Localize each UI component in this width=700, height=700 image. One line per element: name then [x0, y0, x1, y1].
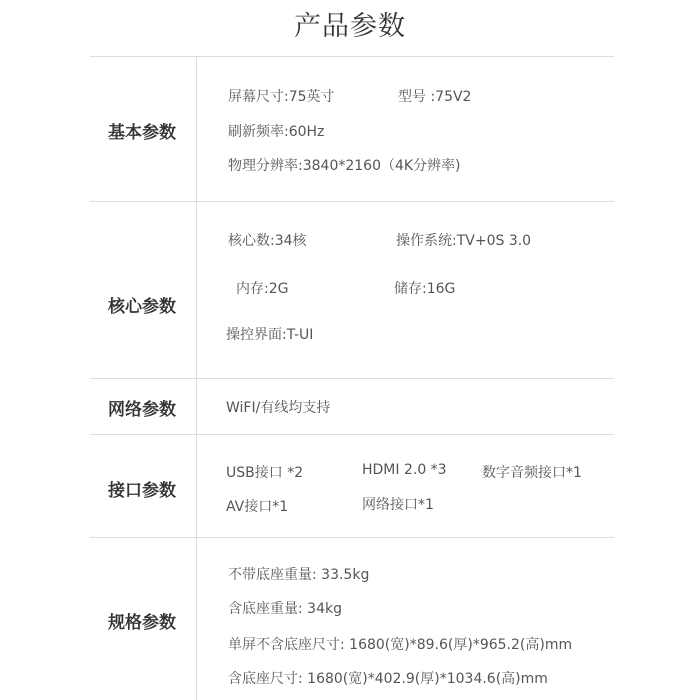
spec-model: 型号 :75V2	[398, 89, 472, 105]
section-label-basic: 基本参数	[108, 123, 176, 143]
spec-os: 操作系统:TV+0S 3.0	[396, 233, 532, 249]
spec-ui: 操控界面:T-UI	[226, 327, 314, 343]
spec-weight-with-base: 含底座重量: 34kg	[228, 601, 342, 617]
page-title: 产品参数	[294, 11, 406, 42]
divider	[90, 378, 614, 379]
section-label-core: 核心参数	[108, 297, 176, 317]
spec-refresh-rate: 刷新频率:60Hz	[228, 124, 325, 140]
spec-cores: 核心数:34核	[228, 233, 307, 249]
spec-memory: 内存:2G	[236, 281, 289, 297]
divider	[90, 537, 614, 538]
spec-size-with-base: 含底座尺寸: 1680(宽)*402.9(厚)*1034.6(高)mm	[228, 671, 548, 687]
section-label-specs: 规格参数	[108, 613, 176, 633]
section-label-ports: 接口参数	[108, 481, 176, 501]
divider	[90, 56, 614, 57]
section-label-network: 网络参数	[108, 400, 176, 420]
spec-hdmi: HDMI 2.0 *3	[362, 462, 447, 478]
divider	[90, 434, 614, 435]
spec-usb: USB接口 *2	[226, 465, 304, 481]
spec-wifi: WiFI/有线均支持	[226, 400, 331, 416]
spec-size-no-base: 单屏不含底座尺寸: 1680(宽)*89.6(厚)*965.2(高)mm	[228, 637, 573, 653]
spec-resolution: 物理分辨率:3840*2160（4K分辨率)	[228, 158, 461, 174]
spec-screen-size: 屏幕尺寸:75英寸	[228, 89, 335, 105]
spec-storage: 储存:16G	[394, 281, 456, 297]
column-divider	[196, 56, 197, 700]
spec-av: AV接口*1	[226, 499, 289, 515]
spec-digital-audio: 数字音频接口*1	[482, 465, 582, 481]
spec-lan: 网络接口*1	[362, 497, 434, 513]
divider	[90, 201, 614, 202]
spec-weight-no-base: 不带底座重量: 33.5kg	[228, 567, 370, 583]
